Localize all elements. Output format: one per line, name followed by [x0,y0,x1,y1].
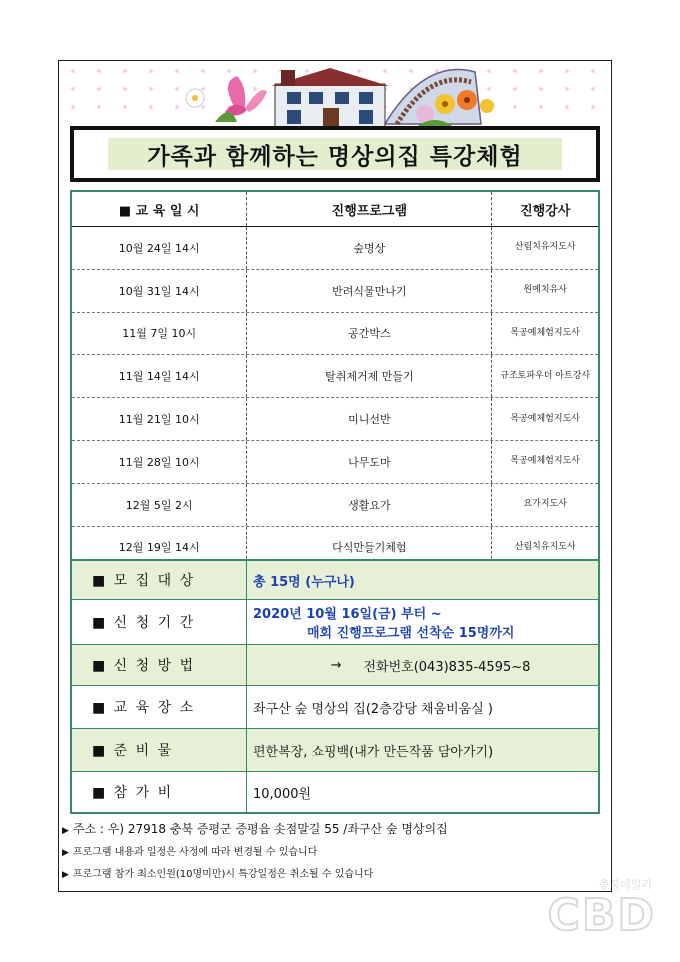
info-row-period [72,600,598,645]
watermark-large: CBD [547,890,656,941]
method-label: ■ 신 청 방 법 [72,645,247,685]
row-instructor: 요가지도사 [523,499,567,510]
row-date: 12월 5일 2시 [72,484,247,526]
row-date: 11월 14일 14시 [72,355,247,397]
schedule-table [70,190,600,570]
info-row-method [72,645,598,686]
supplies-label: ■ 준 비 물 [72,729,247,771]
house-flower-illustration [175,62,505,130]
row-program: 숲명상 [247,227,492,269]
info-row-place [72,686,598,729]
row-instructor: 산림치유지도사 [514,541,576,552]
place-value: 좌구산 숲 명상의 집(2층강당 채움비움실 ) [253,701,494,717]
note-item: ▶ 프로그램 내용과 일정은 사정에 따라 변경될 수 있습니다 [62,847,318,858]
triangle-bullet-icon: ▶ [62,848,69,858]
header-date: ■ 교 육 일 시 [72,192,247,226]
note-item: ▶ 프로그램 참가 최소인원(10명미만)시 특강일정은 취소될 수 있습니다 [62,869,374,880]
title-box [70,126,600,182]
schedule-header [72,192,598,227]
header-program: 진행프로그램 [247,192,492,226]
table-row [72,355,598,398]
info-row-target [72,561,598,600]
row-instructor: 목공예체험지도사 [510,456,580,467]
row-program: 생활요가 [247,484,492,526]
triangle-bullet-icon: ▶ [62,826,69,836]
row-program: 반려식물만나기 [247,270,492,312]
watermark-small: 충북데일리 [598,878,652,891]
info-row-fee [72,772,598,812]
row-program: 미니선반 [247,398,492,440]
period-label: ■ 신 청 기 간 [72,600,247,644]
info-table [70,559,600,814]
row-program: 다식만들기체험 [247,527,492,569]
table-row [72,484,598,527]
note-item: ▶ 주소 : 우) 27918 충북 증평군 증평읍 솟점말길 55 /좌구산 숲 명상의집 [62,822,448,836]
row-date: 11월 21일 10시 [72,398,247,440]
period-line-1: 2020년 10월 16일(금) 부터 ~ [253,607,442,622]
watermark [547,876,666,946]
info-row-supplies [72,729,598,772]
supplies-value: 편한복장, 쇼핑백(내가 만든작품 담아가기) [253,744,494,760]
header-instructor: 진행강사 [520,203,571,219]
row-date: 10월 24일 14시 [72,227,247,269]
method-value: 전화번호(043)835-4595~8 [363,659,531,675]
row-instructor: 규조토파우더 아트강사 [500,370,591,381]
row-date: 11월 7일 10시 [72,313,247,355]
row-program: 공간박스 [247,313,492,355]
table-row [72,227,598,270]
fee-label: ■ 참 가 비 [72,772,247,812]
triangle-bullet-icon: ▶ [62,870,69,880]
row-instructor: 원예치유사 [523,285,567,296]
page-title: 가족과 함께하는 명상의집 특강체험 [147,144,523,170]
target-label: ■ 모 집 대 상 [72,561,247,599]
table-row [72,313,598,356]
row-program: 나무도마 [247,441,492,483]
place-label: ■ 교 육 장 소 [72,686,247,728]
notes [62,818,448,886]
table-row [72,398,598,441]
row-date: 11월 28일 10시 [72,441,247,483]
table-row [72,270,598,313]
row-instructor: 목공예체험지도사 [510,327,580,338]
row-instructor: 목공예체험지도사 [510,413,580,424]
arrow-icon: → [330,657,342,673]
target-value: 총 15명 (누구나) [253,574,355,590]
fee-value: 10,000원 [253,786,312,802]
row-date: 12월 19일 14시 [72,527,247,569]
row-instructor: 산림치유지도사 [514,242,576,253]
period-line-2: 매회 진행프로그램 선착순 15명까지 [307,626,515,641]
row-program: 탈취제거제 만들기 [247,355,492,397]
row-date: 10월 31일 14시 [72,270,247,312]
table-row [72,441,598,484]
